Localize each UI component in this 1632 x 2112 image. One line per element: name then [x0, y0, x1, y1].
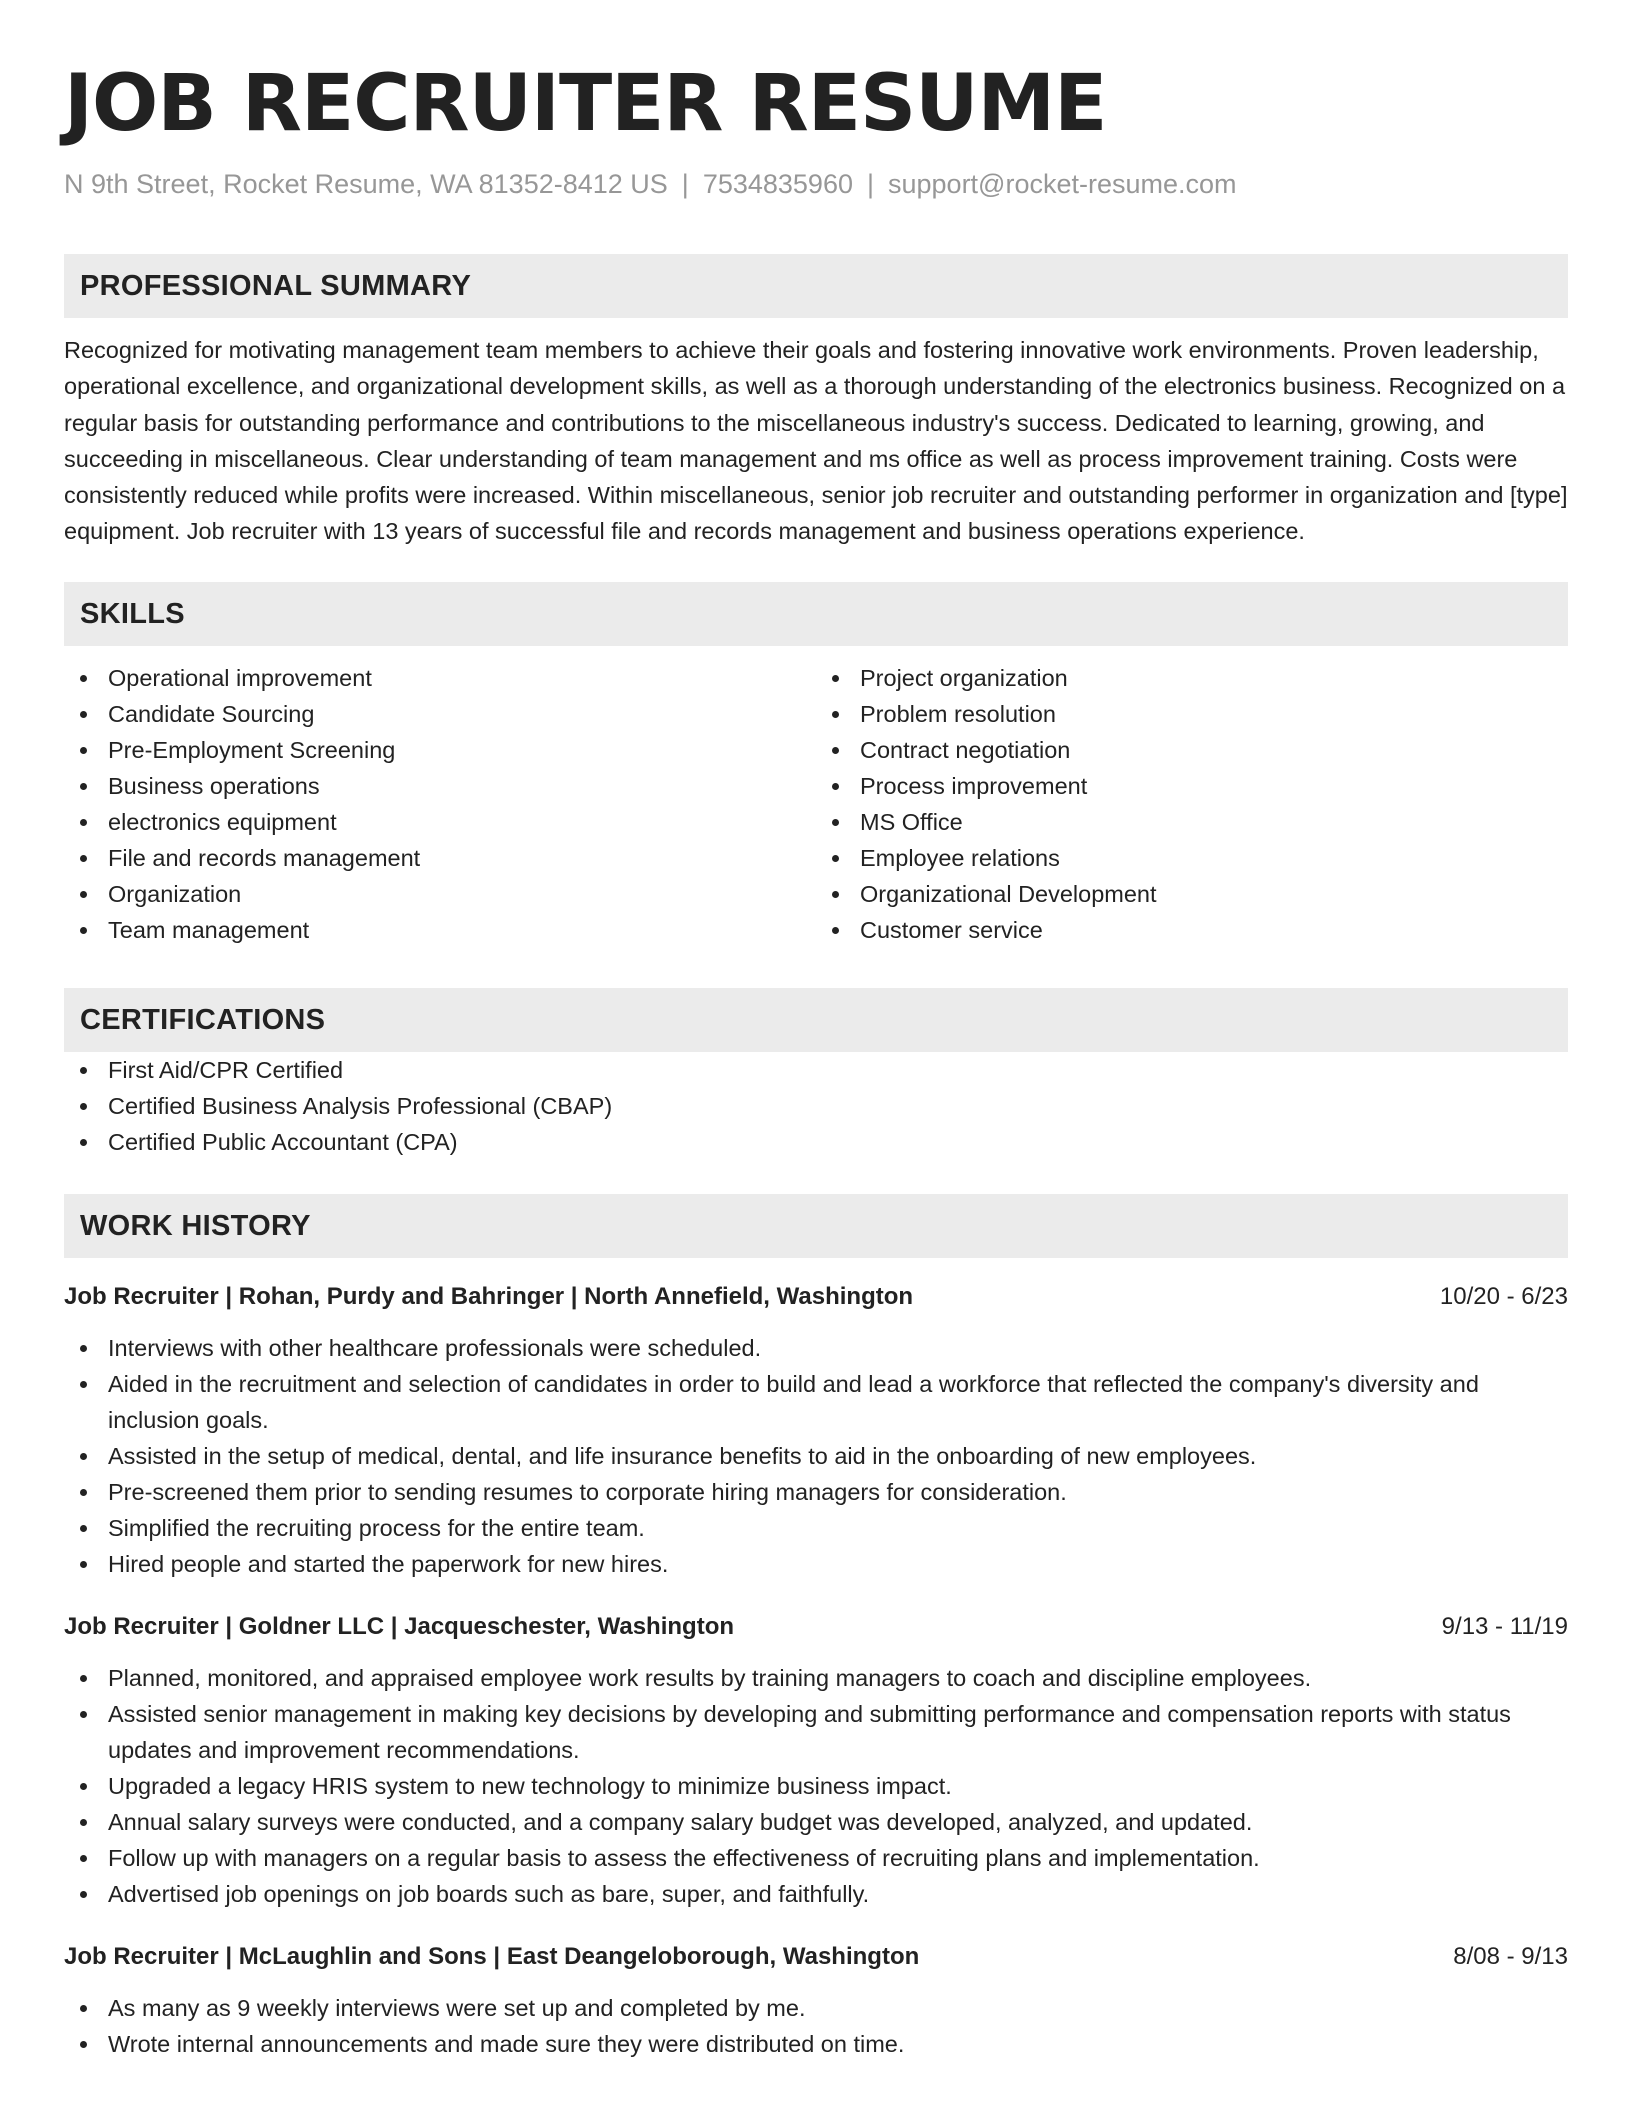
certification-item: First Aid/CPR Certified [64, 1052, 1568, 1088]
section-header-skills: SKILLS [64, 582, 1568, 646]
skills-column-left [64, 660, 816, 948]
certification-item: Certified Public Accountant (CPA) [64, 1124, 1568, 1160]
skill-item: Process improvement [816, 768, 1568, 804]
job-dates: 9/13 - 11/19 [1441, 1612, 1568, 1640]
contact-separator: | [681, 169, 689, 199]
job-duty: Interviews with other healthcare professionals were scheduled. [64, 1330, 1568, 1366]
job-entry [64, 1610, 1568, 1912]
skill-item: Business operations [64, 768, 816, 804]
job-duty: Follow up with managers on a regular basis to assess the effectiveness of recruiting plans and implementation. [64, 1840, 1568, 1876]
job-title: Job Recruiter | McLaughlin and Sons | East Deangeloborough, Washington [64, 1942, 920, 1970]
job-duty: Wrote internal announcements and made sure they were distributed on time. [64, 2026, 1568, 2062]
skill-item: Organization [64, 876, 816, 912]
skill-item: Pre-Employment Screening [64, 732, 816, 768]
skill-item: Project organization [816, 660, 1568, 696]
job-duty: Planned, monitored, and appraised employee work results by training managers to coach and discipline employees. [64, 1660, 1568, 1696]
contact-address: N 9th Street, Rocket Resume, WA 81352-8412 US [64, 169, 668, 199]
summary-text: Recognized for motivating management team members to achieve their goals and fostering innovative work environments. Proven leadership, operational excellence, and organizational development skills, as well as a thorough understanding of the electronics business. Recognized on a regular basis for outstanding performance and contributions to the miscellaneous industry's success. Dedicated to learning, growing, and succeeding in miscellaneous. Clear understanding of team management and ms office as well as process improvement training. Costs were consistently reduced while profits were increased. Within miscellaneous, senior job recruiter and outstanding performer in organization and [type] equipment. Job recruiter with 13 years of successful file and records management and business operations experience. [64, 337, 1568, 545]
job-header [64, 1610, 1568, 1644]
job-entry [64, 1280, 1568, 1582]
job-duty: Advertised job openings on job boards such as bare, super, and faithfully. [64, 1876, 1568, 1912]
skill-item: MS Office [816, 804, 1568, 840]
skill-item: electronics equipment [64, 804, 816, 840]
job-entry [64, 1940, 1568, 2062]
certification-item: Certified Business Analysis Professional (CBAP) [64, 1088, 1568, 1124]
skill-item: File and records management [64, 840, 816, 876]
skill-item: Contract negotiation [816, 732, 1568, 768]
job-dates: 8/08 - 9/13 [1453, 1942, 1568, 1970]
section-header-work-history: WORK HISTORY [64, 1194, 1568, 1258]
certifications-list [64, 1052, 1568, 1160]
job-duties [64, 1660, 1568, 1912]
skills-column-right [816, 660, 1568, 948]
section-header-summary: PROFESSIONAL SUMMARY [64, 254, 1568, 318]
skill-item: Team management [64, 912, 816, 948]
contact-email: support@rocket-resume.com [888, 169, 1237, 199]
contact-phone: 7534835960 [702, 169, 853, 199]
resume-page [64, 0, 1568, 2062]
skill-item: Problem resolution [816, 696, 1568, 732]
job-duties [64, 1990, 1568, 2062]
contact-line [64, 166, 1568, 202]
job-duty: Assisted senior management in making key decisions by developing and submitting performance and compensation reports with status updates and improvement recommendations. [64, 1696, 1568, 1768]
skill-item: Employee relations [816, 840, 1568, 876]
contact-separator: | [866, 169, 874, 199]
skill-item: Operational improvement [64, 660, 816, 696]
job-title: Job Recruiter | Rohan, Purdy and Bahringer | North Annefield, Washington [64, 1282, 914, 1310]
resume-title: JOB RECRUITER RESUME [64, 59, 1107, 149]
job-duty: Upgraded a legacy HRIS system to new technology to minimize business impact. [64, 1768, 1568, 1804]
job-duty: As many as 9 weekly interviews were set up and completed by me. [64, 1990, 1568, 2026]
job-header [64, 1940, 1568, 1974]
job-duty: Annual salary surveys were conducted, and a company salary budget was developed, analyzed, and updated. [64, 1804, 1568, 1840]
job-duty: Pre-screened them prior to sending resumes to corporate hiring managers for consideration. [64, 1474, 1568, 1510]
job-duties [64, 1330, 1568, 1582]
job-dates: 10/20 - 6/23 [1439, 1282, 1568, 1310]
job-header [64, 1280, 1568, 1314]
job-duty: Hired people and started the paperwork for new hires. [64, 1546, 1568, 1582]
job-duty: Assisted in the setup of medical, dental, and life insurance benefits to aid in the onboarding of new employees. [64, 1438, 1568, 1474]
section-header-certifications: CERTIFICATIONS [64, 988, 1568, 1052]
job-title: Job Recruiter | Goldner LLC | Jacqueschester, Washington [64, 1612, 735, 1640]
skill-item: Candidate Sourcing [64, 696, 816, 732]
skill-item: Organizational Development [816, 876, 1568, 912]
skill-item: Customer service [816, 912, 1568, 948]
job-duty: Aided in the recruitment and selection of candidates in order to build and lead a workforce that reflected the company's diversity and inclusion goals. [64, 1366, 1568, 1438]
job-duty: Simplified the recruiting process for the entire team. [64, 1510, 1568, 1546]
skills-list [64, 660, 1568, 948]
